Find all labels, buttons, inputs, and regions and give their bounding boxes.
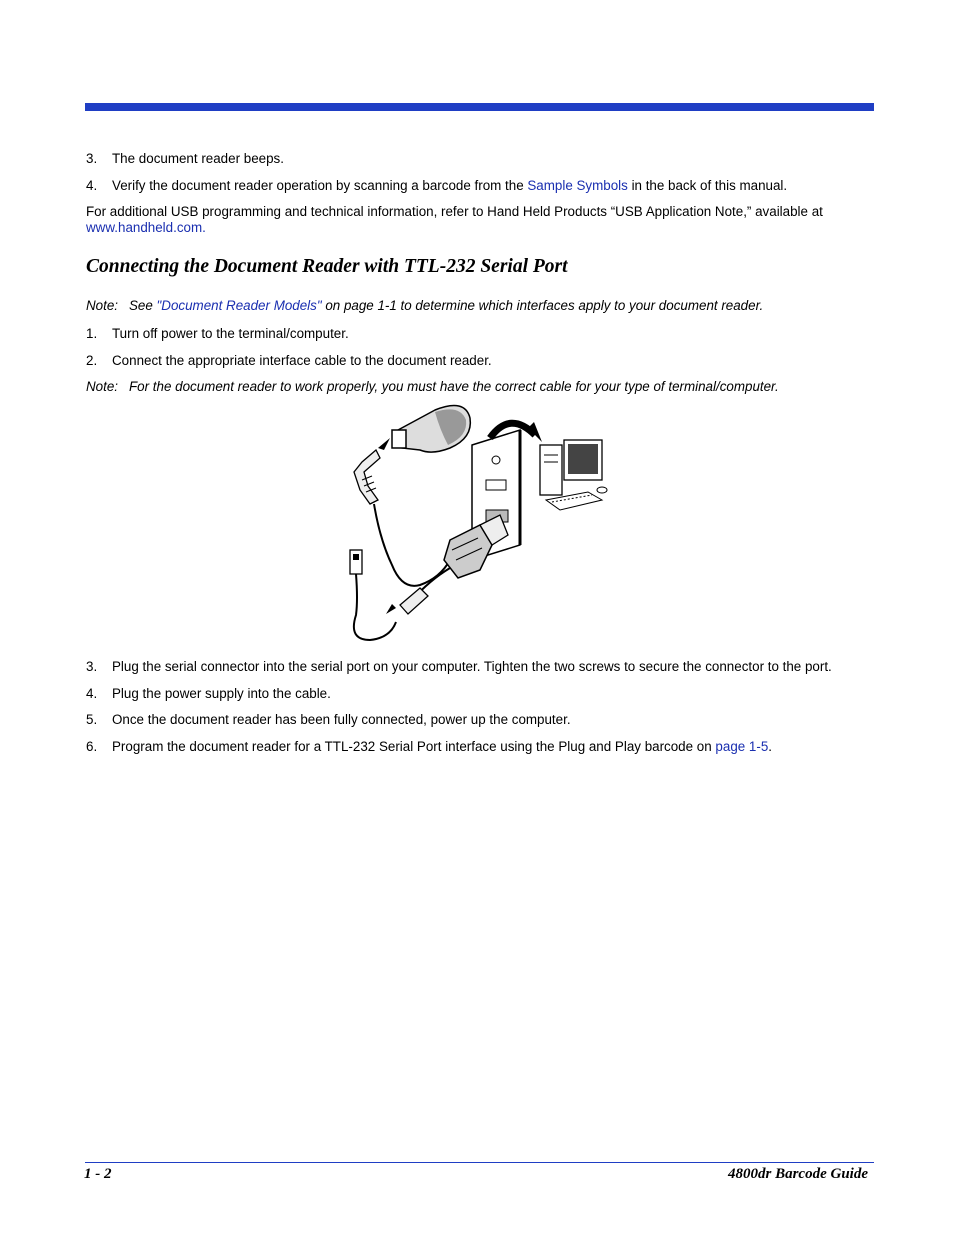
step-number: 3. xyxy=(86,151,98,166)
step-text: Connect the appropriate interface cable to the document reader. xyxy=(112,353,492,368)
note-text-pre: See xyxy=(129,298,157,313)
step-text-pre: Program the document reader for a TTL-232 Serial Port interface using the Plug and Play barcode on xyxy=(112,739,716,754)
note-label: Note: xyxy=(86,379,119,394)
page-number: 1 - 2 xyxy=(84,1166,112,1182)
connection-illustration xyxy=(340,400,615,645)
sample-symbols-link[interactable]: Sample Symbols xyxy=(527,178,628,193)
step-number: 5. xyxy=(86,712,98,727)
step-number: 6. xyxy=(86,739,98,754)
step-text: The document reader beeps. xyxy=(112,151,284,166)
document-reader-models-link[interactable]: "Document Reader Models" xyxy=(156,298,322,313)
step-text-post: in the back of this manual. xyxy=(627,178,788,193)
usb-info-paragraph xyxy=(86,204,823,236)
step-number: 1. xyxy=(86,326,98,341)
step-text: Once the document reader has been fully connected, power up the computer. xyxy=(112,712,571,727)
step-number: 2. xyxy=(86,353,98,368)
step-text: Plug the serial connector into the serial port on your computer. Tighten the two screws to secure the connector to the port. xyxy=(112,659,832,674)
section-heading: Connecting the Document Reader with TTL-232 Serial Port xyxy=(86,256,568,277)
footer-rule xyxy=(85,1162,874,1163)
step-number: 4. xyxy=(86,686,98,701)
step-text: Turn off power to the terminal/computer. xyxy=(112,326,349,341)
step-number: 4. xyxy=(86,178,98,193)
handheld-website-link[interactable]: www.handheld.com. xyxy=(86,220,206,235)
step-text: Plug the power supply into the cable. xyxy=(112,686,331,701)
step-text-pre: Verify the document reader operation by scanning a barcode from the xyxy=(112,178,528,193)
power-supply-icon xyxy=(350,550,362,574)
step-number: 3. xyxy=(86,659,98,674)
header-rule xyxy=(85,103,874,111)
computer-icon xyxy=(540,440,607,510)
usb-info-text: For additional USB programming and technical information, refer to Hand Held Products “USB Application Note,” available at xyxy=(86,204,823,219)
note-label: Note: xyxy=(86,298,119,313)
page-1-5-link[interactable]: page 1-5 xyxy=(715,739,769,754)
note-body: For the document reader to work properly, you must have the correct cable for your type of terminal/computer. xyxy=(129,379,779,394)
document-title: 4800dr Barcode Guide xyxy=(728,1166,868,1182)
note-text-post: on page 1-1 to determine which interfaces apply to your document reader. xyxy=(321,298,764,313)
reader-cable-plug-icon xyxy=(354,450,380,504)
step-text xyxy=(112,739,772,755)
power-connector-icon xyxy=(386,588,428,614)
note-body xyxy=(129,298,763,314)
document-reader-icon xyxy=(392,406,470,453)
step-text-post: . xyxy=(768,739,773,754)
step-text xyxy=(112,178,787,194)
